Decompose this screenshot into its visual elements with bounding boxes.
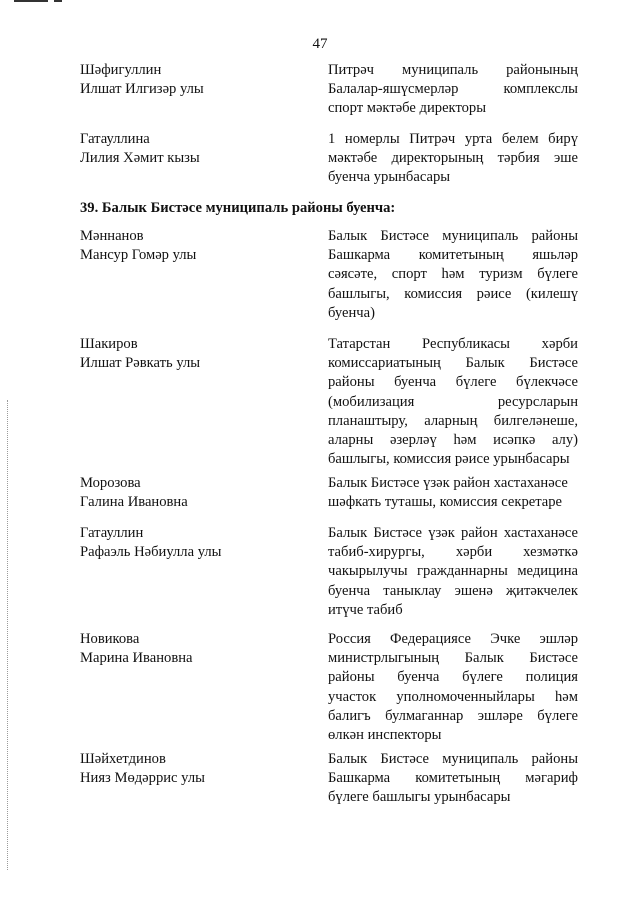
member-surname: Шәйхетдинов bbox=[80, 751, 166, 767]
member-surname: Гатауллин bbox=[80, 525, 144, 541]
position-line: Россия Федерациясе Эчке эшләр bbox=[328, 631, 578, 647]
position-line: Балык Бистәсе үзәк район хастаханәсе bbox=[328, 525, 578, 541]
position-line: өлкән инспекторы bbox=[328, 727, 442, 744]
member-given-name: Рафаэль Нәбиулла улы bbox=[80, 544, 222, 561]
position-line: Балык Бистәсе муниципаль районы bbox=[328, 751, 578, 767]
position-line: Балык Бистәсе муниципаль районы bbox=[328, 228, 578, 244]
position-line: участок уполномоченныйлары һәм bbox=[328, 688, 578, 705]
member-given-name: Лилия Хәмит кызы bbox=[80, 150, 200, 167]
member-name bbox=[80, 750, 300, 788]
scan-margin-dots bbox=[7, 400, 8, 870]
member-given-name: Нияз Мөдәррис улы bbox=[80, 770, 205, 787]
member-position bbox=[328, 524, 578, 620]
member-name bbox=[80, 474, 300, 512]
position-line: табиб-хирургы, хәрби хезмәткә bbox=[328, 544, 578, 561]
section-heading: 39. Балык Бистәсе муниципаль районы буенча: bbox=[80, 200, 396, 216]
position-line: буенча) bbox=[328, 304, 375, 321]
position-line: 1 номерлы Питрәч урта белем бирү bbox=[328, 131, 578, 147]
member-position bbox=[328, 335, 578, 469]
position-line: аларны әзерләү һәм исәпкә алу) bbox=[328, 432, 578, 449]
position-line: башлыгы, комиссия рәисе (килешү bbox=[328, 285, 578, 302]
member-surname: Шакиров bbox=[80, 336, 138, 352]
member-position bbox=[328, 227, 578, 323]
position-line: Балык Бистәсе үзәк район хастаханәсе bbox=[328, 475, 568, 491]
scan-corner-mark bbox=[14, 0, 48, 5]
position-line: бүлеге башлыгы урынбасары bbox=[328, 789, 511, 806]
member-position bbox=[328, 474, 578, 512]
member-given-name: Галина Ивановна bbox=[80, 494, 188, 511]
member-given-name: Илшат Рәвкать улы bbox=[80, 355, 201, 372]
member-surname: Шәфигуллин bbox=[80, 62, 162, 78]
position-line: районы буенча бүлеге полиция bbox=[328, 669, 578, 686]
position-line: планаштыру, аларның билгеләнеше, bbox=[328, 412, 578, 429]
page-number: 47 bbox=[312, 36, 328, 52]
member-position bbox=[328, 61, 578, 119]
member-position bbox=[328, 750, 578, 808]
position-line: балигъ булмаганнар эшләре бүлеге bbox=[328, 707, 578, 724]
position-line: Татарстан Республикасы хәрби bbox=[328, 336, 578, 352]
member-name bbox=[80, 130, 300, 168]
position-line: буенча урынбасары bbox=[328, 169, 451, 186]
position-line: чакырылучы гражданнарны медицина bbox=[328, 563, 578, 580]
member-surname: Морозова bbox=[80, 475, 141, 491]
member-given-name: Илшат Илгизәр улы bbox=[80, 81, 204, 98]
position-line: спорт мәктәбе директоры bbox=[328, 100, 487, 117]
position-line: башлыгы, комиссия рәисе урынбасары bbox=[328, 451, 570, 468]
member-name bbox=[80, 227, 300, 265]
member-name bbox=[80, 630, 300, 668]
member-name bbox=[80, 524, 300, 562]
member-given-name: Мансур Гомәр улы bbox=[80, 247, 197, 264]
position-line: Питрәч муниципаль районының bbox=[328, 62, 578, 78]
position-line: итүче табиб bbox=[328, 601, 403, 618]
position-line: министрлыгының Балык Бистәсе bbox=[328, 650, 578, 667]
position-line: сәясәте, спорт һәм туризм бүлеге bbox=[328, 266, 578, 283]
position-line: буенча таныклау эшенә җитәкчелек bbox=[328, 582, 578, 599]
member-position bbox=[328, 630, 578, 745]
member-surname: Мәннанов bbox=[80, 228, 144, 244]
member-position bbox=[328, 130, 578, 188]
position-line: Башкарма комитетының яшьләр bbox=[328, 247, 578, 264]
member-name bbox=[80, 335, 300, 373]
position-line: комиссариатының Балык Бистәсе bbox=[328, 355, 578, 372]
member-given-name: Марина Ивановна bbox=[80, 650, 193, 667]
position-line: (мобилизация ресурсларын bbox=[328, 393, 578, 410]
member-surname: Гатауллина bbox=[80, 131, 150, 147]
position-line: Башкарма комитетының мәгариф bbox=[328, 770, 578, 787]
member-surname: Новикова bbox=[80, 631, 140, 647]
position-line: Балалар-яшүсмерләр комплекслы bbox=[328, 81, 578, 98]
position-line: мәктәбе директорының тәрбия эше bbox=[328, 150, 578, 167]
member-name bbox=[80, 61, 300, 99]
position-line: шәфкать туташы, комиссия секретаре bbox=[328, 494, 563, 511]
position-line: районы буенча бүлеге бүлекчәсе bbox=[328, 374, 578, 391]
